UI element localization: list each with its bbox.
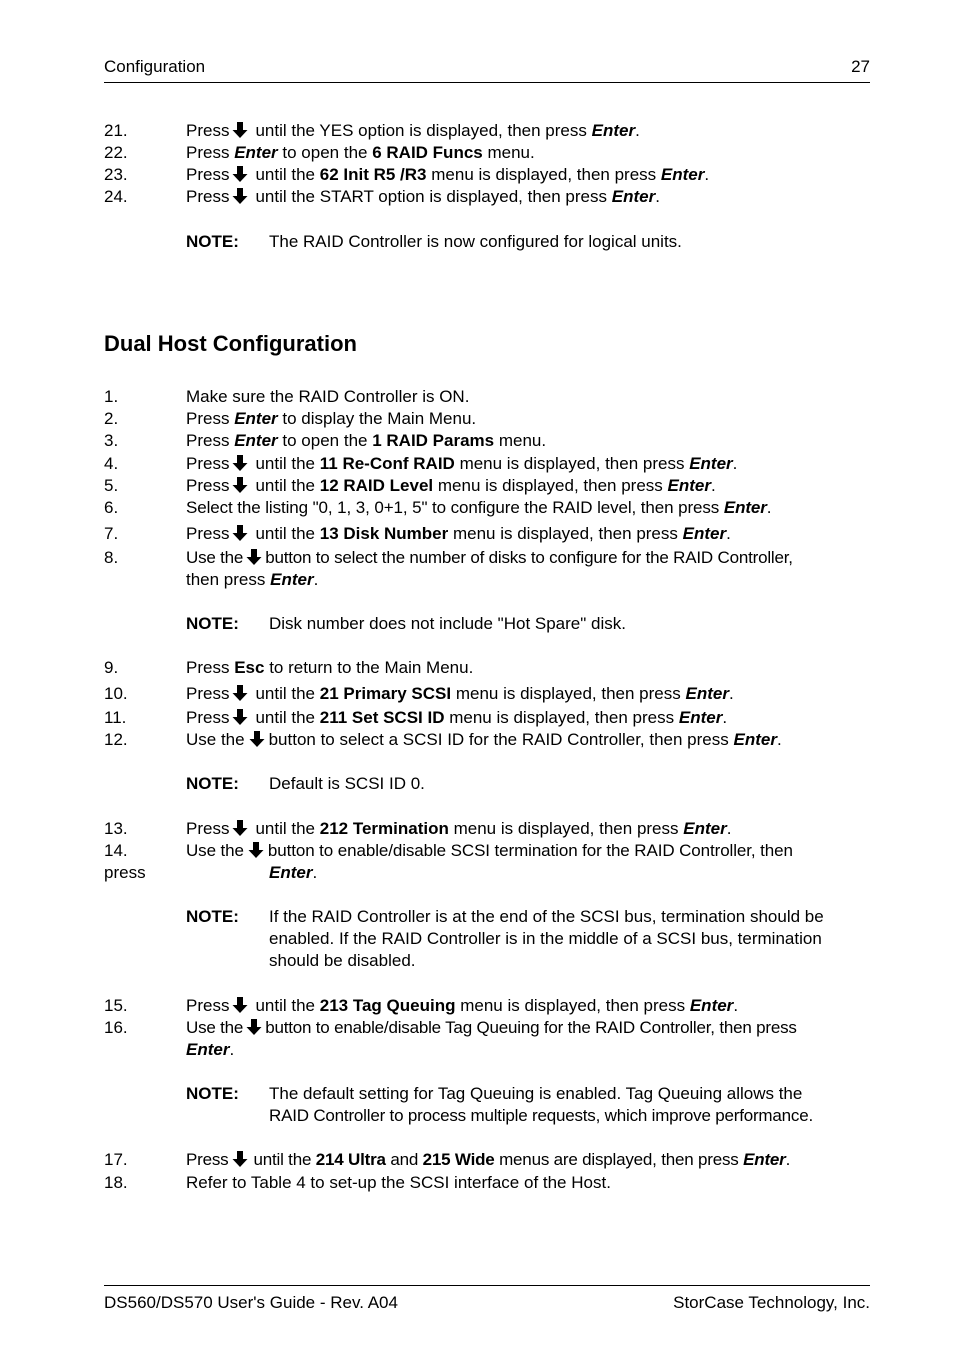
step-text: menu is displayed, then press	[455, 684, 681, 703]
step-text: press	[104, 863, 146, 882]
step-text: Press	[186, 454, 230, 473]
enter-key: Enter	[689, 454, 733, 473]
enter-key: Enter	[234, 143, 278, 162]
step-text: to open the	[282, 143, 368, 162]
step-number: 16.	[104, 1018, 128, 1037]
punct: .	[785, 1150, 791, 1169]
enter-key: Enter	[723, 498, 767, 517]
step-text: until the	[255, 684, 316, 703]
enter-key: Enter	[186, 1040, 230, 1059]
step-text: Press	[186, 996, 230, 1015]
down-arrow-icon	[231, 454, 249, 472]
down-arrow-icon	[245, 548, 263, 566]
menu-name: 213 Tag Queuing	[319, 996, 456, 1015]
enter-key: Enter	[682, 524, 727, 543]
menu-name: 212 Termination	[319, 819, 449, 838]
enter-key: Enter	[685, 684, 729, 703]
step-number: 24.	[104, 187, 128, 206]
punct: .	[726, 819, 732, 838]
step-text: Use the	[186, 548, 244, 567]
step-text: to open the	[282, 431, 368, 450]
page-header	[104, 57, 870, 83]
enter-key: Enter	[269, 863, 313, 882]
step-text: menu.	[487, 143, 535, 162]
step-number: 5.	[104, 476, 119, 495]
note-label: NOTE:	[186, 232, 239, 251]
step-number: 10.	[104, 684, 128, 703]
step-number: 8.	[104, 548, 119, 567]
section-title: Dual Host Configuration	[104, 331, 357, 356]
step-text: menu is displayed, then press	[453, 819, 679, 838]
step-text: menu is displayed, then press	[452, 524, 678, 543]
down-arrow-icon	[231, 819, 249, 837]
punct: .	[312, 863, 318, 882]
step-number: 6.	[104, 498, 119, 517]
step-number: 22.	[104, 143, 128, 162]
step-number: 17.	[104, 1150, 128, 1169]
menu-name: 6 RAID Funcs	[372, 143, 483, 162]
step-text: menu is displayed, then press	[459, 454, 685, 473]
punct: .	[710, 476, 716, 495]
header-title: Configuration	[104, 57, 206, 76]
step-text: Press	[186, 819, 230, 838]
menu-name: 214 Ultra	[315, 1150, 386, 1169]
esc-key: Esc	[234, 658, 265, 677]
step-text: Press	[186, 143, 230, 162]
step-number: 18.	[104, 1173, 128, 1192]
step-text: to display the Main Menu.	[282, 409, 477, 428]
punct: .	[766, 498, 772, 517]
step-text: button to select a SCSI ID for the RAID Controller, then press	[268, 730, 729, 749]
enter-key: Enter	[591, 121, 636, 140]
step-text: Press	[186, 476, 230, 495]
note-text: If the RAID Controller is at the end of the SCSI bus, termination should be	[269, 907, 824, 926]
step-text: until the	[255, 476, 316, 495]
note-text: The RAID Controller is now configured for logical units.	[269, 232, 682, 251]
down-arrow-icon	[231, 476, 249, 494]
punct: .	[732, 454, 738, 473]
enter-key: Enter	[234, 431, 278, 450]
step-text: menus are displayed, then press	[499, 1150, 739, 1169]
menu-name: 62 Init R5 /R3	[319, 165, 427, 184]
menu-name: 21 Primary SCSI	[319, 684, 452, 703]
step-text: Refer to Table 4 to set-up the SCSI interface of the Host.	[186, 1173, 611, 1192]
step-number: 7.	[104, 524, 119, 543]
note-text: RAID Controller to process multiple requests, which improve performance.	[269, 1106, 813, 1125]
step-number: 4.	[104, 454, 119, 473]
down-arrow-icon	[231, 187, 249, 205]
step-text: menu is displayed, then press	[449, 708, 675, 727]
note-label: NOTE:	[186, 1084, 239, 1103]
note-label: NOTE:	[186, 614, 239, 633]
step-text: menu is displayed, then press	[431, 165, 657, 184]
step-text: menu is displayed, then press	[437, 476, 663, 495]
note-text: Default is SCSI ID 0.	[269, 774, 425, 793]
note-text: should be disabled.	[269, 951, 416, 970]
step-number: 15.	[104, 996, 128, 1015]
enter-key: Enter	[733, 730, 777, 749]
step-text: until the YES option is displayed, then press	[255, 121, 587, 140]
step-text: to return to the Main Menu.	[269, 658, 474, 677]
step-text: Use the	[186, 841, 244, 860]
punct: .	[655, 187, 660, 206]
step-number: 11.	[104, 708, 127, 727]
step-number: 2.	[104, 409, 119, 428]
step-number: 3.	[104, 431, 119, 450]
punct: .	[704, 165, 710, 184]
enter-key: Enter	[611, 187, 656, 206]
enter-key: Enter	[683, 819, 727, 838]
down-arrow-icon	[248, 730, 266, 748]
step-text: then press	[186, 570, 266, 589]
step-text: Press	[186, 431, 230, 450]
down-arrow-icon	[231, 165, 249, 183]
page-footer	[104, 1285, 870, 1313]
punct: .	[313, 570, 319, 589]
step-text: until the	[255, 454, 316, 473]
step-text: until the	[255, 708, 316, 727]
step-text: until the START option is displayed, then press	[255, 187, 607, 206]
step-text: button to enable/disable Tag Queuing for the RAID Controller, then press	[265, 1018, 797, 1037]
note-label: NOTE:	[186, 774, 239, 793]
footer-company: StorCase Technology, Inc.	[673, 1293, 870, 1312]
down-arrow-icon	[231, 996, 249, 1014]
step-text: until the	[253, 1150, 312, 1169]
menu-name: 215 Wide	[422, 1150, 495, 1169]
step-text: until the	[255, 996, 316, 1015]
step-text: and	[390, 1150, 419, 1169]
down-arrow-icon	[245, 1018, 263, 1036]
step-text: until the	[255, 524, 316, 543]
enter-key: Enter	[660, 165, 705, 184]
footer-document-title: DS560/DS570 User's Guide - Rev. A04	[104, 1293, 398, 1312]
step-text: Use the	[186, 1018, 244, 1037]
menu-name: 211 Set SCSI ID	[319, 708, 445, 727]
step-text: Press	[186, 1150, 229, 1169]
punct: .	[635, 121, 640, 140]
step-text: Press	[186, 187, 230, 206]
step-number: 1.	[104, 387, 119, 406]
step-text: until the	[255, 819, 316, 838]
step-text: Press	[186, 658, 230, 677]
step-number: 14.	[104, 841, 128, 860]
down-arrow-icon	[231, 684, 249, 702]
step-text: menu.	[498, 431, 547, 450]
step-number: 12.	[104, 730, 128, 749]
step-text: menu is displayed, then press	[460, 996, 686, 1015]
punct: .	[229, 1040, 235, 1059]
note-text: Disk number does not include "Hot Spare" disk.	[269, 614, 626, 633]
enter-key: Enter	[270, 570, 314, 589]
step-text: Make sure the RAID Controller is ON.	[186, 387, 470, 406]
punct: .	[728, 684, 734, 703]
enter-key: Enter	[678, 708, 723, 727]
enter-key: Enter	[234, 409, 278, 428]
enter-key: Enter	[743, 1150, 786, 1169]
menu-name: 12 RAID Level	[319, 476, 434, 495]
punct: .	[722, 708, 728, 727]
step-text: until the	[255, 165, 316, 184]
punct: .	[733, 996, 739, 1015]
step-text: Press	[186, 684, 230, 703]
enter-key: Enter	[689, 996, 734, 1015]
step-text: Use the	[186, 730, 245, 749]
step-text: Press	[186, 524, 230, 543]
step-number: 13.	[104, 819, 128, 838]
step-text: Press	[186, 409, 230, 428]
down-arrow-icon	[231, 708, 249, 726]
menu-name: 11 Re-Conf RAID	[319, 454, 455, 473]
step-text: Press	[186, 121, 230, 140]
menu-name: 13 Disk Number	[319, 524, 449, 543]
step-text: Select the listing "0, 1, 3, 0+1, 5" to configure the RAID level, then press	[186, 498, 720, 517]
note-label: NOTE:	[186, 907, 239, 926]
down-arrow-icon	[247, 841, 265, 859]
down-arrow-icon	[231, 121, 249, 139]
step-text: Press	[186, 165, 230, 184]
note-text: enabled. If the RAID Controller is in the middle of a SCSI bus, termination	[269, 929, 822, 948]
menu-name: 1 RAID Params	[372, 431, 495, 450]
step-number: 21.	[104, 121, 128, 140]
note-text: The default setting for Tag Queuing is enabled. Tag Queuing allows the	[269, 1084, 803, 1103]
punct: .	[726, 524, 731, 543]
down-arrow-icon	[231, 1150, 249, 1168]
step-number: 23.	[104, 165, 128, 184]
punct: .	[776, 730, 782, 749]
page-number: 27	[851, 57, 870, 76]
down-arrow-icon	[231, 524, 249, 542]
step-text: Press	[186, 708, 230, 727]
step-text: button to select the number of disks to configure for the RAID Controller,	[265, 548, 793, 567]
step-text: button to enable/disable SCSI termination for the RAID Controller, then	[267, 841, 793, 860]
step-number: 9.	[104, 658, 119, 677]
enter-key: Enter	[667, 476, 711, 495]
